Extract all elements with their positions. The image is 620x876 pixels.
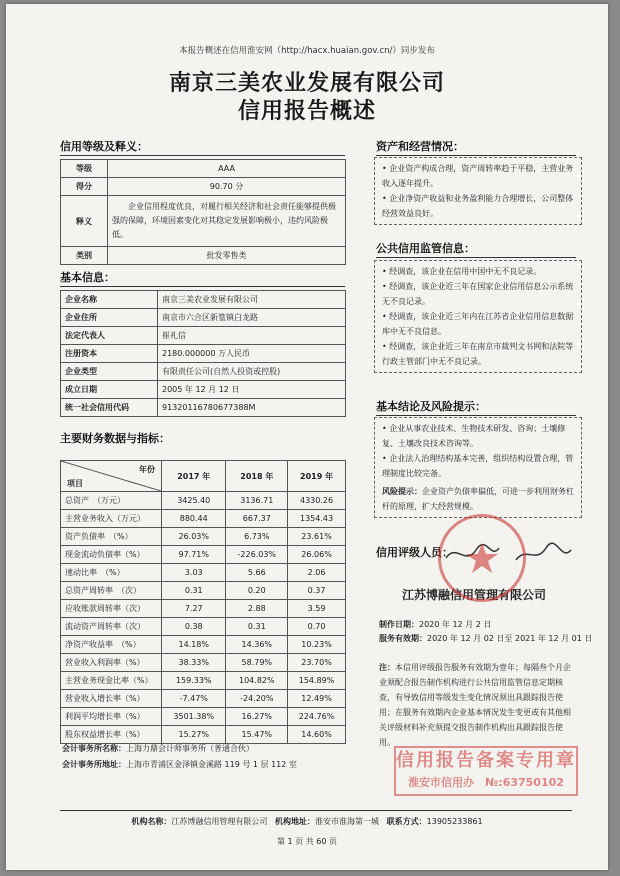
item-header: 项目: [67, 479, 83, 488]
issue-date-value: 2020 年 12 月 2 日: [419, 620, 492, 629]
metric-label: 利润平均增长率（%）: [61, 708, 162, 726]
note-label: 注：: [379, 663, 395, 672]
info-label: 成立日期: [61, 381, 158, 399]
org-label: 机构名称：: [131, 817, 172, 826]
public-item: • 经调查，该企业在信用中国中无不良记录。: [382, 267, 542, 276]
year-col: 2017 年: [162, 461, 226, 492]
info-value: 南京三美农业发展有限公司: [158, 291, 346, 309]
address-label: 会计事务所地址：: [62, 760, 126, 769]
report-title: 信用报告概述: [237, 99, 376, 124]
metric-cell: 3501.38%: [162, 708, 226, 726]
publication-note: 本报告概述在信用淮安网（http://hacx.huaian.gov.cn/）同步发布: [179, 46, 435, 56]
year-col: 2018 年: [226, 461, 288, 492]
valid-value: 2020 年 12 月 02 日至 2021 年 12 月 01 日: [427, 634, 593, 643]
metric-cell: 23.70%: [288, 654, 346, 672]
public-credit-heading: 公共信用监管信息：: [376, 242, 475, 255]
year-header: 年份: [139, 465, 155, 474]
firm-label: 会计事务所名称：: [62, 744, 126, 753]
info-value: 91320116780677388M: [158, 399, 346, 417]
phone-label: 联系方式：: [386, 817, 427, 826]
metric-cell: 0.31: [226, 618, 288, 636]
credit-grade-table: [60, 159, 346, 265]
metric-label: 净资产收益率 （%）: [61, 636, 162, 654]
seal-star-icon: [441, 517, 523, 599]
info-value: 2180.000000 万人民币: [158, 345, 346, 363]
note-body: 本信用评级报告服务有效期为壹年；每隔叁个月企业须配合报告制作机构进行公共信用监管信息定期核查，有导致信用等级发生变化情况须出具跟踪报告使用；在服务有效期内企业基本情况发生变更或有其他相关评级材料补充须提交报告制作机构出具跟踪报告使用。: [379, 663, 571, 747]
divider: [60, 286, 345, 287]
definition-value: 企业信用程度优良，对履行相关经济和社会责任能够提供极强的保障，环境因素变化对其稳定发展影响极小，违约风险极低。: [108, 196, 346, 247]
metric-cell: 5.66: [226, 564, 288, 582]
info-value: 南京市六合区新篁镇白龙路: [158, 309, 346, 327]
metric-cell: 3.59: [288, 600, 346, 618]
metric-label: 主营业务收入（万元）: [61, 510, 162, 528]
metric-cell: 0.37: [288, 582, 346, 600]
metric-cell: 0.70: [288, 618, 346, 636]
divider: [376, 257, 576, 258]
financial-heading: 主要财务数据与指标：: [60, 432, 170, 445]
divider: [60, 155, 345, 156]
info-value: 有限责任公司(自然人投资或控股): [158, 363, 346, 381]
metric-cell: 14.18%: [162, 636, 226, 654]
metric-cell: 15.27%: [162, 726, 226, 744]
metric-label: 资产负债率 （%）: [61, 528, 162, 546]
org-address-label: 机构地址：: [275, 817, 315, 826]
company-seal: [438, 514, 526, 602]
conclusion-box: [374, 417, 582, 518]
metric-label: 速动比率 （%）: [61, 564, 162, 582]
financial-header-corner: [61, 461, 162, 492]
filing-stamp-sub: 淮安市信用办 №:63750102: [408, 776, 564, 789]
footer-divider: [60, 810, 572, 811]
public-credit-box: [374, 260, 582, 373]
firm-value: 上海力鼎会计师事务所（普通合伙）: [126, 744, 254, 753]
definition-label: 释义: [61, 196, 108, 247]
org-value: 江苏博融信用管理有限公司: [171, 817, 268, 826]
metric-cell: 4330.26: [288, 492, 346, 510]
metric-cell: 7.27: [162, 600, 226, 618]
public-item: • 经调查，该企业近三年内在江苏省企业信用信息数据库中无不良信息。: [382, 312, 574, 336]
metric-label: 营业收入利润率（%）: [61, 654, 162, 672]
metric-label: 营业收入增长率（%）: [61, 690, 162, 708]
metric-cell: 104.82%: [226, 672, 288, 690]
org-address-value: 淮安市淮海第一城: [315, 817, 379, 826]
metric-cell: 1354.43: [288, 510, 346, 528]
filing-stamp-title: 信用报告备案专用章: [396, 750, 576, 771]
conclusion-heading: 基本结论及风险提示：: [376, 400, 486, 413]
accounting-firm: [62, 742, 254, 756]
conclusion-item: • 企业从事农业技术、生物技术研发、咨询；土壤修复、土壤改良技术咨询等。: [382, 424, 566, 448]
conclusion-item: • 企业法人治理结构基本完善，组织结构设置合理，管理制度比较完备。: [382, 454, 574, 478]
accounting-address: [62, 758, 297, 772]
metric-cell: 3425.40: [162, 492, 226, 510]
metric-cell: 23.61%: [288, 528, 346, 546]
metric-cell: 2.06: [288, 564, 346, 582]
phone-value: 13905233861: [426, 817, 483, 826]
metric-label: 总资产周转率 （次）: [61, 582, 162, 600]
grade-value: AAA: [108, 160, 346, 178]
grade-label: 等级: [61, 160, 108, 178]
metric-cell: 0.38: [162, 618, 226, 636]
footer-agency: [6, 816, 608, 827]
metric-label: 应收账款周转率（次）: [61, 600, 162, 618]
metric-cell: 14.36%: [226, 636, 288, 654]
info-label: 企业类型: [61, 363, 158, 381]
metric-label: 总资产 （万元）: [61, 492, 162, 510]
metric-cell: 12.49%: [288, 690, 346, 708]
info-label: 统一社会信用代码: [61, 399, 158, 417]
metric-cell: -226.03%: [226, 546, 288, 564]
metric-label: 现金流动负债率（%）: [61, 546, 162, 564]
metric-cell: 0.20: [226, 582, 288, 600]
metric-cell: 58.79%: [226, 654, 288, 672]
metric-cell: 3136.71: [226, 492, 288, 510]
filing-stamp: [394, 746, 578, 796]
valid-label: 服务有效期：: [379, 634, 427, 643]
public-item: • 经调查，该企业近三年在南京市裁判文书网和法院等行政主管部门中无不良记录。: [382, 342, 574, 366]
assets-item: • 企业净资产收益和业务盈利能力合理增长，公司整体经营效益良好。: [382, 194, 574, 218]
score-label: 得分: [61, 178, 108, 196]
metric-label: 股东权益增长率（%）: [61, 726, 162, 744]
metric-cell: 26.03%: [162, 528, 226, 546]
score-value: 90.70 分: [108, 178, 346, 196]
public-item: • 经调查，该企业近三年在国家企业信用信息公示系统无不良记录。: [382, 282, 574, 306]
info-label: 企业名称: [61, 291, 158, 309]
metric-cell: 15.47%: [226, 726, 288, 744]
issue-date-label: 制作日期：: [379, 620, 419, 629]
metric-cell: 26.06%: [288, 546, 346, 564]
valid-period: [379, 632, 592, 646]
risk-label: 风险提示：: [382, 487, 422, 496]
metric-cell: -7.47%: [162, 690, 226, 708]
basic-info-heading: 基本信息：: [60, 271, 115, 284]
agency-name: 江苏博融信用管理有限公司: [402, 588, 547, 602]
info-label: 注册资本: [61, 345, 158, 363]
info-value: 崔礼信: [158, 327, 346, 345]
assets-item: • 企业资产构成合理，资产周转率趋于平稳，主营业务收入逐年提升。: [382, 164, 574, 188]
metric-cell: 10.23%: [288, 636, 346, 654]
note-text: [379, 660, 571, 750]
metric-cell: 0.31: [162, 582, 226, 600]
metric-cell: 224.76%: [288, 708, 346, 726]
metric-cell: 6.73%: [226, 528, 288, 546]
metric-cell: 14.60%: [288, 726, 346, 744]
assets-heading: 资产和经营情况：: [376, 140, 464, 153]
rater-label: 信用评级人员：: [376, 546, 453, 559]
metric-label: 主营业务现金比率（%）: [61, 672, 162, 690]
company-title: 南京三美农业发展有限公司: [168, 71, 445, 96]
metric-cell: 97.71%: [162, 546, 226, 564]
info-label: 法定代表人: [61, 327, 158, 345]
financial-table: [60, 460, 346, 744]
risk-tip: [382, 484, 574, 514]
info-value: 2005 年 12 月 12 日: [158, 381, 346, 399]
metric-label: 流动资产周转率（次）: [61, 618, 162, 636]
basic-info-table: [60, 290, 346, 417]
metric-cell: -24.20%: [226, 690, 288, 708]
divider: [376, 155, 576, 156]
assets-box: [374, 157, 582, 225]
metric-cell: 880.44: [162, 510, 226, 528]
category-value: 批发零售类: [108, 247, 346, 265]
year-col: 2019 年: [288, 461, 346, 492]
metric-cell: 667.37: [226, 510, 288, 528]
metric-cell: 159.33%: [162, 672, 226, 690]
address-value: 上海市青浦区金泽镇金溪路 119 号 1 层 112 室: [126, 760, 297, 769]
info-label: 企业住所: [61, 309, 158, 327]
metric-cell: 16.27%: [226, 708, 288, 726]
category-label: 类别: [61, 247, 108, 265]
metric-cell: 2.88: [226, 600, 288, 618]
report-page: [6, 4, 608, 870]
divider: [376, 415, 576, 416]
metric-cell: 3.03: [162, 564, 226, 582]
metric-cell: 38.33%: [162, 654, 226, 672]
metric-cell: 154.89%: [288, 672, 346, 690]
page-number: 第 1 页 共 60 页: [277, 837, 337, 846]
credit-grade-heading: 信用等级及释义：: [60, 140, 148, 153]
issue-date: [379, 618, 491, 632]
risk-text: 企业资产负债率偏低，可进一步利用财务杠杆的原理，扩大经营规模。: [382, 487, 574, 511]
